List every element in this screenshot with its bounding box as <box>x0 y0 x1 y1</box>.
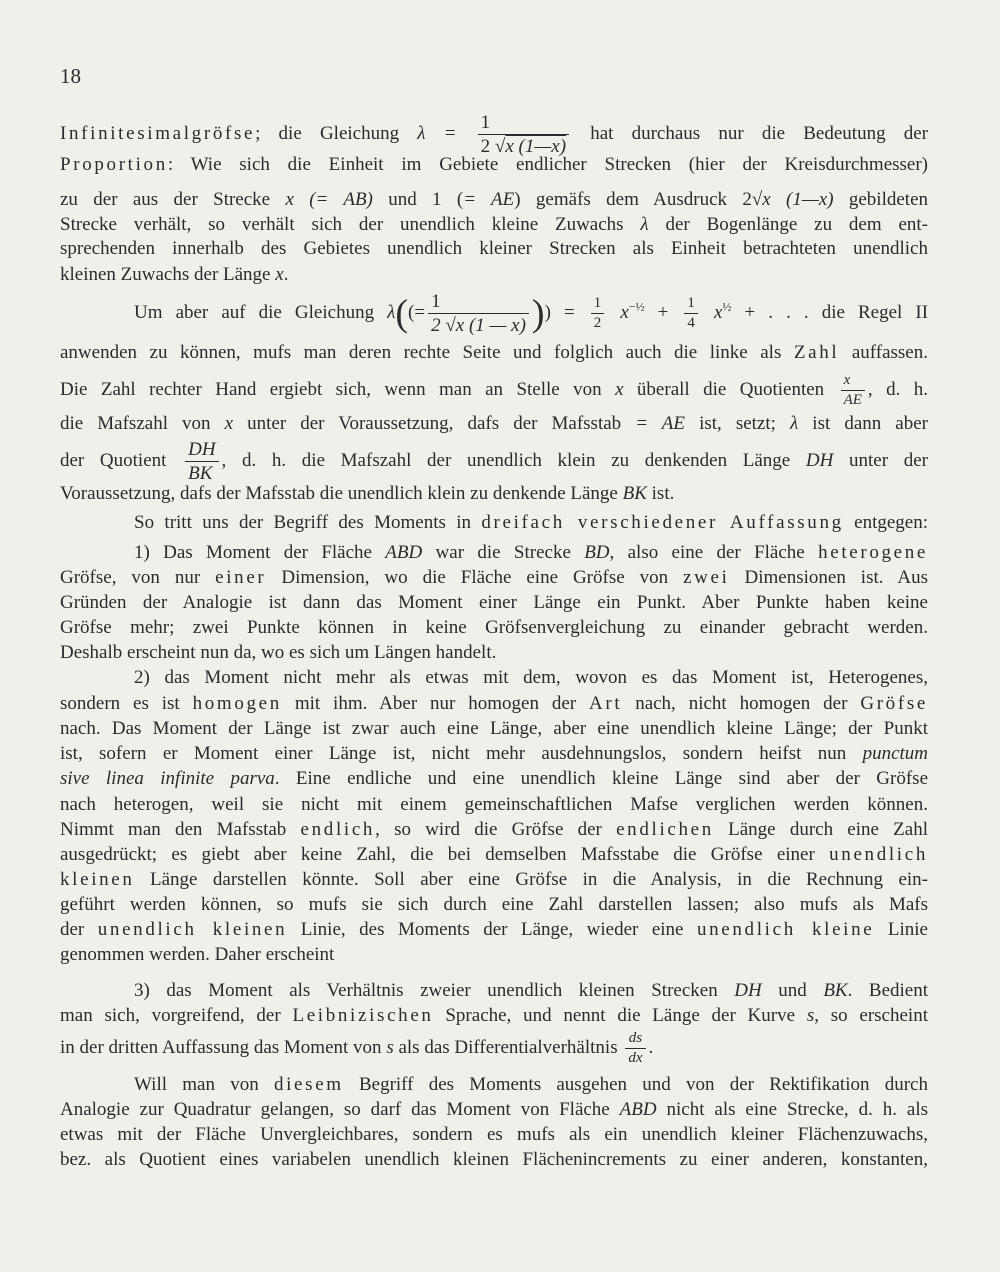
text-line-15: Gröfse, von nur einer Dimension, wo die Fläche eine Gröfse von zwei Dimensionen ist. Aus <box>60 567 929 588</box>
text-line-2: Proportion: Wie sich die Einheit im Gebiete endlicher Strecken (hier der Kreisdurchmesser) <box>60 154 928 175</box>
text-line-30: genommen werden. Daher erscheint <box>60 944 335 965</box>
text-line-21: nach. Das Moment der Länge ist zwar auch eine Länge, aber eine unendlich kleine Länge; der Punkt <box>60 718 928 739</box>
text-line-6: kleinen Zuwachs der Länge x. <box>60 264 289 285</box>
text-line-25: Nimmt man den Mafsstab endlich, so wird die Gröfse der endlichen Länge durch eine Zahl <box>60 819 928 840</box>
text-line-24: nach heterogen, weil sie nicht mit einem gemeinschaftlichen Mafse verglichen werden können. <box>60 794 928 815</box>
text-line-10: die Mafszahl von x unter der Voraussetzung, dafs der Mafsstab = AE ist, setzt; λ ist dann aber <box>60 413 929 434</box>
text-line-12: Voraussetzung, dafs der Mafsstab die unendlich klein zu denkende Länge BK ist. <box>60 483 675 504</box>
text-line-18: Deshalb erscheint nun da, wo es sich um Längen handelt. <box>60 642 497 663</box>
text-line-29: der unendlich kleinen Linie, des Moments der Länge, wieder eine unendlich kleine Linie <box>60 919 928 940</box>
text-line-36: etwas mit der Fläche Unvergleichbares, sondern es mufs als ein unendlich kleiner Flächenzuwachs, <box>60 1124 928 1145</box>
text-line-33: in der dritten Auffassung das Moment von s als das Differentialverhältnis $\frac{ds}{dx}$ . <box>60 1030 654 1067</box>
text-line-16: Gründen der Analogie ist dann das Moment einer Länge ein Punkt. Aber Punkte haben keine <box>60 592 928 613</box>
text-line-8: anwenden zu können, mufs man deren rechte Seite und folglich auch die linke als Zahl auffassen. <box>60 342 928 363</box>
text-line-11: der Quotient $\frac{DH}{BK}$ , d. h. die Mafszahl der unendlich klein zu denkenden Länge DH unter der <box>60 439 928 484</box>
fraction-x-over-ae: $\frac{x}{AE}$ <box>841 373 865 408</box>
text-line-37: bez. als Quotient eines variabelen unendlich kleinen Flächenincrements zu einer anderen, konstanten, <box>60 1149 928 1170</box>
text-line-1: Infinitesimalgröfse; die Gleichung λ = $\frac{1}{2 √x (1—x)}$ hat durchaus nur die Bedeutung der <box>60 112 929 157</box>
text-line-34: Will man von diesem Begriff des Moments ausgehen und von der Rektifikation durch <box>134 1074 928 1095</box>
text-line-28: geführt werden können, so mufs sie sich durch eine Zahl darstellen lassen; also mufs als Mafs <box>60 894 928 915</box>
text-line-22: ist, sofern er Moment einer Länge ist, nicht mehr ausdehnungslos, sondern heifst nun punctum <box>60 743 928 764</box>
text-line-32: man sich, vorgreifend, der Leibnizischen Sprache, und nennt die Länge der Kurve s, so erscheint <box>60 1005 928 1026</box>
text-line-35: Analogie zur Quadratur gelangen, so darf das Moment von Fläche ABD nicht als eine Strecke, d. h. als <box>60 1099 929 1120</box>
text-line-13: So tritt uns der Begriff des Moments in dreifach verschiedener Auffassung entgegen: <box>134 512 929 533</box>
fraction-lambda: $\frac{1}{2 √x (1—x)}$ <box>478 113 569 156</box>
fraction-dh-over-bk: $\frac{DH}{BK}$ <box>185 440 218 483</box>
fraction-quarter: $\frac{1}{4}$ <box>684 296 698 331</box>
text-line-20: sondern es ist homogen mit ihm. Aber nur homogen der Art nach, nicht homogen der Gröfse <box>60 693 928 714</box>
text-line-7: Um aber auf die Gleichung λ((= $\frac{1}{2 √x (1 — x)}$ )) = $\frac{1}{2}$ $x^{-\frac{1}{2}}$ + $\frac{1}{4}$ $x^{\frac{1}{2}}$ + . . . die Regel II <box>134 291 929 336</box>
text-line-17: Gröfse mehr; zwei Punkte können in keine Gröfsenvergleichung zu einander gebracht werden. <box>60 617 928 638</box>
text-line-27: kleinen Länge darstellen könnte. Soll aber eine Gröfse in die Analysis, in die Rechnung ein- <box>60 869 928 890</box>
text-line-4: Strecke verhält, so verhält sich der unendlich kleine Zuwachs λ der Bogenlänge zu dem ent- <box>60 214 928 235</box>
text-line-19: 2) das Moment nicht mehr als etwas mit dem, wovon es das Moment ist, Heterogenes, <box>134 667 928 688</box>
text-line-31: 3) das Moment als Verhältnis zweier unendlich kleinen Strecken DH und BK. Bedient <box>134 980 928 1001</box>
fraction-inverse-root: $\frac{1}{2 √x (1 — x)}$ <box>428 292 529 335</box>
text-line-3: zu der aus der Strecke x (= AB) und 1 (= AE) gemäfs dem Ausdruck 2√x (1—x) gebildeten <box>60 189 929 210</box>
fraction-half: $\frac{1}{2}$ <box>591 296 605 331</box>
text-line-9: Die Zahl rechter Hand ergiebt sich, wenn man an Stelle von x überall die Quotienten $\frac{x}{AE}$ , d. h. <box>60 372 928 409</box>
text-line-14: 1) Das Moment der Fläche ABD war die Strecke BD, also eine der Fläche heterogene <box>134 542 929 563</box>
fraction-ds-over-dx: $\frac{ds}{dx}$ <box>625 1031 645 1066</box>
text-line-23: sive linea infinite parva. Eine endliche und eine unendlich kleine Länge sind aber der Gröfse <box>60 768 929 789</box>
page-number: 18 <box>60 64 81 88</box>
text-line-5: sprechenden innerhalb des Gebietes unendlich kleiner Strecken als Einheit betrachteten unendlich <box>60 238 928 259</box>
text-line-26: ausgedrückt; es giebt aber keine Zahl, die bei demselben Mafsstabe die Gröfse einer unendlich <box>60 844 928 865</box>
